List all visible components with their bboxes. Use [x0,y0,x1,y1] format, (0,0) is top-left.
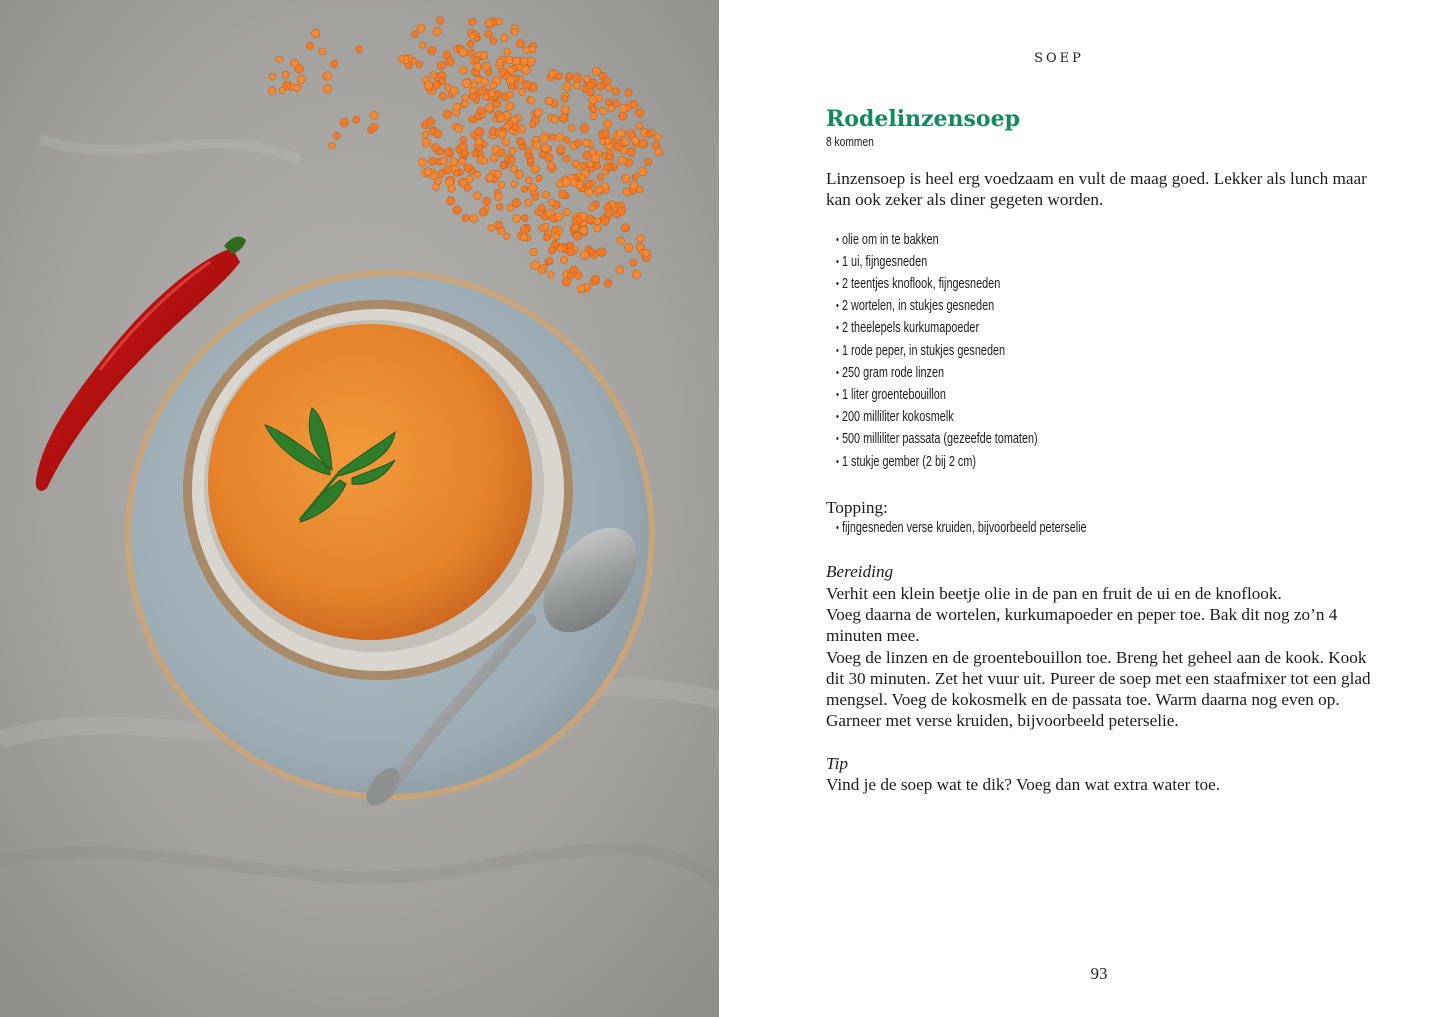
lentil [420,42,426,48]
lentil [269,73,276,80]
lentil [652,142,660,150]
lentil [619,112,627,120]
soup-photo [0,0,719,1017]
lentil [599,107,606,114]
lentil [437,61,445,69]
lentil [479,209,487,217]
lentil [588,249,594,255]
lentil [422,138,431,147]
lentil [469,18,476,25]
lentil [560,256,567,263]
lentil [591,106,598,113]
lentil [591,154,600,163]
lentil [485,104,493,112]
lentil [433,27,441,35]
lentil [520,58,528,66]
lentil [518,125,526,133]
lentil [276,56,283,63]
lentil [627,148,635,156]
lentil [580,226,588,234]
lentil [485,20,493,28]
lentil [592,275,600,283]
lentil [536,175,543,182]
tip-text: Vind je de soep wat te dik? Voeg dan wat extra water toe. [826,775,1220,794]
lentil [542,223,549,230]
lentil [548,247,556,255]
lentil [312,29,320,37]
lentil [546,258,553,265]
lentil [470,214,478,222]
lentil [621,224,629,232]
ingredient-item: • 500 milliliter passata (gezeefde tomaten) [836,429,1254,451]
lentil [604,120,612,128]
lentil [490,155,498,163]
lentil [500,162,507,169]
lentil [430,72,437,79]
ingredient-item: • 1 ui, fijngesneden [836,252,1254,274]
ingredient-item: • 1 stukje gember (2 bij 2 cm) [836,452,1254,474]
lentil [617,237,624,244]
lentil [548,162,555,169]
topping-item: • fijngesneden verse kruiden, bijvoorbeeld peterselie [836,518,1254,540]
lentil [580,213,588,221]
lentil [566,248,574,256]
lentil [596,186,604,194]
lentil [605,138,612,145]
lentil [618,156,626,164]
lentil [340,118,349,127]
page-number: 93 [1090,964,1108,983]
lentil [636,123,643,130]
lentil [639,140,648,149]
lentil [531,165,539,173]
lentil [589,204,596,211]
lentil [520,234,527,241]
ingredient-item: • 250 gram rode linzen [836,363,1254,385]
lentil [642,249,650,257]
lentil [580,251,589,260]
ingredient-item: • 2 theelepels kurkumapoeder [836,318,1254,340]
lentil [604,163,611,170]
lentil [504,48,511,55]
lentil [549,70,556,77]
lentil [356,46,363,53]
lentil [498,149,506,157]
lentil [450,87,458,95]
lentil [584,76,591,83]
lentil [333,132,340,139]
lentil [529,184,537,192]
lentil [509,147,516,154]
lentil [428,46,436,54]
lentil [636,109,644,117]
lentil [563,82,572,91]
lentil [622,139,629,146]
lentil [493,100,501,108]
section-header: SOEP [1034,51,1084,66]
lentil [601,130,609,138]
lentil [550,215,557,222]
lentil [542,191,549,198]
lentil [371,123,379,131]
lentil [331,60,338,67]
lentil [646,131,652,137]
lentil [606,153,613,160]
lentil [574,232,582,240]
lentil [598,248,607,257]
lentil [427,117,435,125]
lentil [528,97,535,104]
lentil [632,137,640,145]
lentil [548,272,555,279]
lentil [520,226,528,234]
lentil [494,90,501,97]
lentil [447,197,455,205]
lentil [566,73,572,79]
lentil [488,225,495,232]
topping-list [836,518,1386,540]
lentil [473,56,480,63]
ingredient-list [836,230,1386,474]
lentil [564,137,570,143]
lentil [458,158,465,165]
lentil [559,114,568,123]
lentil [556,133,564,141]
lentil [412,31,419,38]
lentil [497,114,505,122]
lentil [630,259,637,266]
lentil [462,215,469,222]
lentil [433,184,440,191]
lentil [444,166,452,174]
lentil [620,104,628,112]
lentil [511,29,518,36]
lentil [632,174,639,181]
lentil [464,184,471,191]
lentil [450,158,458,166]
lentil [605,99,612,106]
lentil [418,158,427,167]
lentil [398,56,405,63]
lentil [605,84,612,91]
lentil [614,211,620,217]
lentil [577,285,585,293]
method-step: Verhit een klein beetje olie in de pan en fruit de ui en de knoflook. [826,583,1282,603]
lentil [605,209,613,217]
lentil [632,270,640,278]
lentil [323,85,332,94]
lentil [462,95,469,102]
lentil [583,139,591,147]
lentil [482,62,490,70]
lentil [417,24,425,32]
lentil [424,81,432,89]
lentil [529,121,536,128]
lentil [443,110,452,119]
recipe-page [719,0,1440,1017]
lentil [470,87,477,94]
lentil [557,245,564,252]
lentil [496,204,503,211]
lentil [616,130,624,138]
ingredient-item: • 1 liter groentebouillon [836,385,1254,407]
lentil [429,157,437,165]
lentil [370,111,378,119]
lentil [531,261,540,270]
lentil [485,30,493,38]
lentil [622,174,630,182]
lentil [616,266,624,274]
lentil [474,171,481,178]
lentil [512,124,519,131]
lentil [464,164,472,172]
lentil [329,142,336,149]
lentil [545,97,553,105]
lentil [625,243,633,251]
lentil [504,233,510,239]
lentil [294,84,301,91]
lentil [468,116,475,123]
lentil [424,168,432,176]
lentil [498,181,505,188]
lentil [570,179,578,187]
lentil [580,162,587,169]
lentil [563,209,570,216]
lentil [573,81,581,89]
lentil [475,138,483,146]
lentil [459,48,467,56]
lentil [494,193,502,201]
lentil [505,56,513,64]
lentil [453,206,461,214]
recipe-intro: Linzensoep is heel erg voedzaam en vult de maag goed. Lekker als lunch maar kan ook zeker als diner gegeten worden. [826,169,1367,210]
lentil [478,87,487,96]
topping-heading: Topping: [826,497,888,517]
lentil [574,139,582,147]
lentil [466,176,473,183]
lentil [579,175,586,182]
lentil [434,130,442,138]
lentil [580,124,589,133]
lentil [498,131,505,138]
lentil [604,279,612,287]
lentil [459,66,467,74]
lentil [545,154,553,162]
lentil [594,218,601,225]
lentil [630,182,638,190]
lentil [529,46,536,53]
lentil [515,171,523,179]
lentil [551,116,558,123]
lentil [552,226,559,233]
lentil [483,197,491,205]
recipe-content [826,104,1386,795]
lentil [490,38,497,45]
lentil [453,103,461,111]
lentil [563,155,570,162]
lentil [637,235,645,243]
lentil [540,135,548,143]
lentil [323,72,332,81]
lentil [306,42,314,50]
lentil [507,91,514,98]
soup-photo-illustration [0,0,719,1017]
lentil [544,234,551,241]
lentil [507,204,514,211]
lentil [568,125,575,132]
lentil [502,138,510,146]
lentil [481,158,488,165]
lentil [525,199,532,206]
lentil [486,174,494,182]
lentil [559,190,568,199]
lentil [480,78,488,86]
method-step: Voeg daarna de wortelen, kurkumapoeder en peper toe. Bak dit nog zo’n 4 minuten mee. [826,604,1338,646]
ingredient-item: • 2 teentjes knoflook, fijngesneden [836,274,1254,296]
lentil [437,17,444,24]
lentil [585,188,593,196]
lentil [279,87,285,93]
lentil [469,33,475,39]
lentil [630,101,638,109]
lentil [448,185,455,192]
lentil [497,58,505,66]
lentil [585,181,592,188]
lentil [517,137,525,145]
lentil [538,205,545,212]
lentil [573,74,582,83]
lentil [532,193,539,200]
lentil [353,117,360,124]
lentil [440,157,448,165]
lentil [562,178,570,186]
lentil [530,248,538,256]
lentil [601,217,609,225]
lentil [473,192,481,200]
lentil [613,100,620,107]
lentil [459,142,467,150]
lentil [521,65,530,74]
lentil [454,170,460,176]
lentil [513,215,521,223]
lentil [572,160,579,167]
lentil [542,145,549,152]
lentil [490,82,497,89]
lentil [587,88,595,96]
lentil [533,142,541,150]
lentil [511,181,518,188]
lentil [480,52,488,60]
lentil [495,221,503,229]
ingredient-item: • olie om in te bakken [836,230,1254,252]
lentil [319,48,326,55]
lentil [561,96,568,103]
method-step: Voeg de linzen en de groentebouillon toe. Breng het geheel aan de kook. Kook dit 30 minuten. Zet het vuur uit. Pureer de soep met een staafmixer tot een glad mengsel. Voeg de kokosmelk en de passata toe. Warm daarna nog even op. Garneer met verse kruiden, bijvoorbeeld peterselie. [826,647,1371,731]
lentil [439,93,447,101]
lentil [455,124,463,132]
recipe-title: Rodelinzensoep [826,106,1020,132]
lentil [522,81,530,89]
lentil [268,87,276,95]
lentil [561,106,570,115]
lentil [510,165,518,173]
lentil [525,148,532,155]
lentil [521,186,527,192]
lentil [467,49,474,56]
lentil [462,79,471,88]
lentil [416,61,423,68]
lentil [475,127,483,135]
lentil [509,157,516,164]
lentil [506,102,514,110]
lentil [506,76,515,85]
lentil [612,88,619,95]
lentil [443,51,451,59]
lentil [534,109,542,117]
tip-heading: Tip [826,753,848,773]
lentil [477,107,485,115]
method-heading: Bereiding [826,562,894,582]
ingredient-item: • 2 wortelen, in stukjes gesneden [836,296,1254,318]
lentil [654,134,661,141]
lentil [572,224,579,231]
lentil [590,112,597,119]
lentil [518,89,525,96]
lentil [638,167,647,176]
lentil [538,267,545,274]
lentil [549,199,556,206]
lentil [549,134,555,140]
lentil [500,34,508,42]
lentil [597,174,604,181]
lentil [512,57,520,65]
ingredient-item: • 1 rode peper, in stukjes gesneden [836,341,1254,363]
lentil [467,40,474,47]
lentil [645,158,652,165]
ingredient-item: • 200 milliliter kokosmelk [836,407,1254,429]
lentil [282,71,289,78]
lentil [593,225,600,232]
lentil [472,150,479,157]
lentil [567,272,574,279]
lentil [625,89,632,96]
lentil [422,131,429,138]
lentil [589,96,597,104]
lentil [516,40,524,48]
lentil [291,59,299,67]
servings: 8 kommen [826,135,874,149]
lentil [462,150,469,157]
lentil [494,170,501,177]
lentil [297,75,305,83]
lentil [557,145,565,153]
lentil [522,215,529,222]
lentil [444,148,453,157]
lentil [525,177,532,184]
lentil [439,78,446,85]
lentil [432,144,440,152]
